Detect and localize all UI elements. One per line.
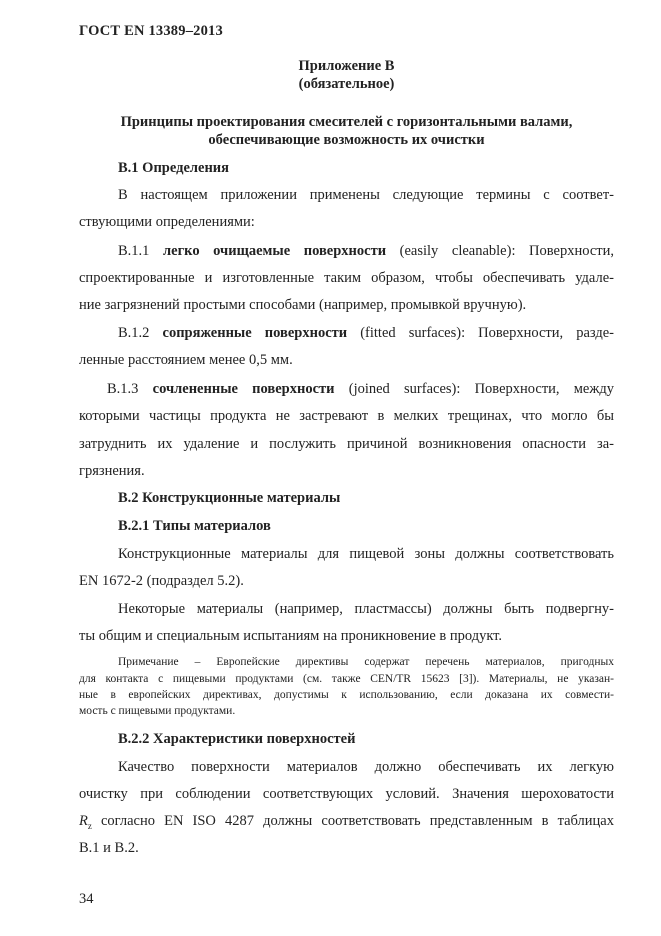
appendix-heading bbox=[79, 113, 614, 149]
term-b111-line2: спроектированные и изготовленные таким образом, чтобы обеспечивать удале- bbox=[79, 270, 614, 286]
document-header: ГОСТ EN 13389–2013 bbox=[79, 23, 223, 39]
b22-para-line3-rest: согласно EN ISO 4287 должны соответствовать представленным в таблицах bbox=[100, 813, 614, 829]
term-b113-number: В.1.3 bbox=[107, 381, 139, 397]
term-b111-line1 bbox=[118, 243, 614, 260]
b21-para1-line2: EN 1672-2 (подраздел 5.2). bbox=[79, 573, 244, 589]
b1-intro-line1: В настоящем приложении применены следующие термины с соответ- bbox=[118, 187, 614, 203]
appendix-heading-line1: Принципы проектирования смесителей с горизонтальными валами, bbox=[120, 114, 573, 130]
term-b112-number: В.1.2 bbox=[118, 325, 150, 341]
term-b112-rest: (fitted surfaces): Поверхности, разде- bbox=[360, 325, 615, 341]
term-b112-term: сопряженные поверхности bbox=[162, 325, 348, 341]
note-line1: Примечание – Европейские директивы содержат перечень материалов, пригодных bbox=[118, 656, 614, 668]
page-number: 34 bbox=[79, 891, 94, 907]
appendix-status: (обязательное) bbox=[298, 76, 395, 92]
b1-intro-line2: ствующими определениями: bbox=[79, 214, 255, 230]
subsection-b21-heading: В.2.1 Типы материалов bbox=[118, 518, 271, 534]
b21-para2-line1: Некоторые материалы (например, пластмассы) должны быть подвергну- bbox=[118, 601, 614, 617]
term-b113-line2: которыми частицы продукта не застревают в мелких трещинах, что могло бы bbox=[79, 408, 614, 424]
b21-para2-line2: ты общим и специальным испытаниям на проникновение в продукт. bbox=[79, 628, 503, 644]
term-b113-line3: затруднить их удаление и послужить причиной возникновения опасности за- bbox=[79, 436, 614, 452]
rz-symbol: $R_z$ bbox=[79, 813, 92, 831]
b22-para-line1: Качество поверхности материалов должно обеспечивать их легкую bbox=[118, 759, 614, 775]
term-b112-line1 bbox=[118, 325, 614, 342]
appendix-heading-line2: обеспечивающие возможность их очистки bbox=[208, 132, 485, 148]
b22-para-line4: В.1 и В.2. bbox=[79, 840, 139, 856]
note-line2: для контакта с пищевыми продуктами (см. также CEN/TR 15623 [3]). Материалы, не указан- bbox=[79, 673, 614, 685]
section-b2-heading: В.2 Конструкционные материалы bbox=[118, 490, 341, 506]
term-b112-line2: ленные расстоянием менее 0,5 мм. bbox=[79, 352, 293, 368]
b22-para-line2: очистку при соблюдении соответствующих условий. Значения шероховатости bbox=[79, 786, 614, 802]
term-b113-rest: (joined surfaces): Поверхности, между bbox=[348, 381, 615, 397]
b22-para-line3 bbox=[79, 813, 614, 831]
term-b111-term: легко очищаемые поверхности bbox=[163, 243, 387, 259]
note-line3: ные в европейских директивах, допустимы к использованию, если доказана их совмести- bbox=[79, 689, 614, 701]
b21-para1-line1: Конструкционные материалы для пищевой зоны должны соответствовать bbox=[118, 546, 614, 562]
term-b113-line4: грязнения. bbox=[79, 463, 145, 479]
term-b111-rest: (easily cleanable): Поверхности, bbox=[399, 243, 615, 259]
term-b111-line3: ние загрязнений простыми способами (например, промывкой вручную). bbox=[79, 297, 527, 313]
section-b1-heading: В.1 Определения bbox=[118, 160, 230, 176]
term-b113-term: сочлененные поверхности bbox=[152, 381, 335, 397]
appendix-title: Приложение В bbox=[298, 58, 395, 74]
term-b111-number: В.1.1 bbox=[118, 243, 150, 259]
term-b113-line1 bbox=[107, 381, 614, 398]
note-line4: мость с пищевыми продуктами. bbox=[79, 705, 236, 717]
subsection-b22-heading: В.2.2 Характеристики поверхностей bbox=[118, 731, 356, 747]
